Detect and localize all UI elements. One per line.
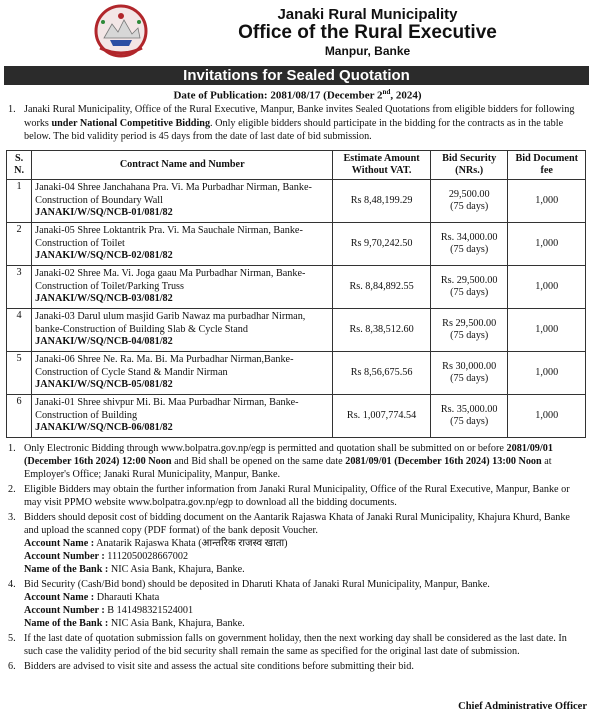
col-estimate: Estimate Amount Without VAT. — [333, 151, 431, 180]
row-sn: 5 — [7, 352, 32, 395]
row-fee: 1,000 — [508, 395, 586, 438]
contract-ref: JANAKI/W/SQ/NCB-06/081/82 — [35, 422, 173, 434]
security-amount: Rs 30,000.00 — [442, 360, 497, 372]
publication-date: Date of Publication: 2081/08/17 (December 2nd, 2024) — [173, 88, 422, 102]
office-name: Office of the Rural Executive — [238, 22, 497, 43]
bank-name-value: NIC Asia Bank, Khajura, Banke. — [108, 564, 245, 575]
note-text: at Employer's Office; Janaki Rural Municipality, Manpur, Banke. — [24, 456, 552, 480]
notice-title-banner: Invitations for Sealed Quotation — [4, 66, 589, 85]
table-header-row — [7, 151, 586, 180]
row-security — [430, 309, 508, 352]
intro-number: 1. — [8, 104, 16, 115]
security-amount: Rs. 35,000.00 — [440, 403, 498, 415]
intro-text-1: Janaki Rural Municipality, Office of the Rural Executive, Manpur, Banke invites Sealed Quotations from eligible bidders for following works — [24, 104, 575, 129]
note-6 — [8, 660, 586, 673]
security-amount: 29,500.00 — [448, 188, 490, 200]
table-row — [7, 395, 586, 438]
contract-ref: JANAKI/W/SQ/NCB-01/081/82 — [35, 207, 173, 219]
col-contract-name: Contract Name and Number — [32, 151, 333, 180]
note-number: 4. — [8, 579, 16, 590]
opening-datetime: 2081/09/01 (December 16th 2024) 13:00 Noon — [345, 456, 542, 467]
note-4 — [8, 578, 586, 630]
note-5 — [8, 632, 586, 658]
col-bid-security: Bid Security (NRs.) — [430, 151, 508, 180]
note-number: 3. — [8, 512, 16, 523]
row-fee: 1,000 — [508, 266, 586, 309]
row-estimate: Rs 9,70,242.50 — [333, 223, 431, 266]
signatory-title: Chief Administrative Officer — [458, 701, 587, 712]
table-row — [7, 266, 586, 309]
contract-name: Janaki-04 Shree Janchahana Pra. Vi. Ma Purbadhar Nirman, Banke-Construction of Boundary Wall — [35, 182, 312, 206]
contract-ref: JANAKI/W/SQ/NCB-02/081/82 — [35, 250, 173, 262]
table-row — [7, 223, 586, 266]
contract-ref: JANAKI/W/SQ/NCB-04/081/82 — [35, 336, 173, 348]
note-text: Bidders should deposit cost of bidding document on the Aantarik Rajaswa Khata of Janaki Rural Municipality, Khajura Khurd, Banke and upload the scanned copy (PDF format) of the bank deposit Voucher. — [24, 512, 570, 536]
account-name-value: Dharauti Khata — [94, 592, 160, 603]
row-estimate: Rs. 8,38,512.60 — [333, 309, 431, 352]
office-location: Manpur, Banke — [324, 44, 411, 58]
note-number: 6. — [8, 661, 16, 672]
note-text: If the last date of quotation submission falls on government holiday, then the next working day shall be considered as the last date. In such case the validity period of the bid security shall remain the same as specified for the original last date of submission. — [24, 633, 567, 657]
row-fee: 1,000 — [508, 352, 586, 395]
note-3 — [8, 511, 586, 576]
security-validity: (75 days) — [450, 416, 489, 427]
row-fee: 1,000 — [508, 309, 586, 352]
row-contract — [32, 266, 333, 309]
row-contract — [32, 395, 333, 438]
intro-paragraph — [8, 103, 586, 144]
row-fee: 1,000 — [508, 223, 586, 266]
contract-name: Janaki-03 Darul ulum masjid Garib Nawaz ma purbadhar Nirman, banke-Construction of Building Slab & Cycle Stand — [35, 311, 306, 335]
row-sn: 2 — [7, 223, 32, 266]
security-amount: Rs. 34,000.00 — [440, 231, 498, 243]
security-validity: (75 days) — [450, 330, 489, 341]
row-security — [430, 223, 508, 266]
note-text: Eligible Bidders may obtain the further information from Janaki Rural Municipality, Office of the Rural Executive, Manpur, Banke or may visit PPMO website www.bolpatra.gov.np/egp to download all the bidding documents. — [24, 484, 570, 508]
row-security — [430, 352, 508, 395]
bank-name-label: Name of the Bank : — [24, 618, 109, 629]
bank-name-value: NIC Asia Bank, Khajura, Banke. — [108, 618, 245, 629]
contract-name: Janaki-02 Shree Ma. Vi. Joga gaau Ma Purbadhar Nirman, Banke-Construction of Toilet/Parking Truss — [35, 268, 306, 292]
account-name-label: Account Name : — [24, 592, 95, 603]
row-estimate: Rs 8,48,199.29 — [333, 180, 431, 223]
note-text: Only Electronic Bidding through www.bolpatra.gov.np/egp is permitted and quotation shall be submitted on or before — [24, 443, 507, 454]
col-sn: S. N. — [7, 151, 32, 180]
row-contract — [32, 352, 333, 395]
contract-ref: JANAKI/W/SQ/NCB-05/081/82 — [35, 379, 173, 391]
table-row — [7, 180, 586, 223]
account-number-value: B 141498321524001 — [104, 605, 194, 616]
row-sn: 3 — [7, 266, 32, 309]
intro-bold: under National Competitive Bidding — [51, 117, 211, 129]
row-security — [430, 180, 508, 223]
note-text: and Bid shall be opened on the same date — [171, 456, 346, 467]
security-validity: (75 days) — [450, 201, 489, 212]
page-header — [0, 0, 595, 62]
note-2 — [8, 483, 586, 509]
municipality-name: Janaki Rural Municipality — [277, 6, 458, 23]
intro-text-2: . Only eligible bidders should participate in the bidding for the contracts as in the table below. The bid validity period is 45 days from the date of last date of bid submission. — [24, 117, 564, 142]
bank-name-label: Name of the Bank : — [24, 564, 109, 575]
note-1 — [8, 442, 586, 481]
row-estimate: Rs 8,56,675.56 — [333, 352, 431, 395]
row-sn: 4 — [7, 309, 32, 352]
contract-name: Janaki-05 Shree Loktantrik Pra. Vi. Ma Sauchale Nirman, Banke-Construction of Toilet — [35, 225, 303, 249]
table-row — [7, 309, 586, 352]
account-name-label: Account Name : — [24, 538, 95, 549]
account-number-label: Account Number : — [24, 605, 105, 616]
notes-section — [8, 442, 586, 675]
row-estimate: Rs. 1,007,774.54 — [333, 395, 431, 438]
row-estimate: Rs. 8,84,892.55 — [333, 266, 431, 309]
contract-name: Janaki-06 Shree Ne. Ra. Ma. Bi. Ma Purbadhar Nirman,Banke-Construction of Cycle Stand & Mandir Nirman — [35, 354, 294, 378]
table-row — [7, 352, 586, 395]
row-contract — [32, 223, 333, 266]
row-contract — [32, 180, 333, 223]
row-sn: 1 — [7, 180, 32, 223]
account-number-label: Account Number : — [24, 551, 105, 562]
security-validity: (75 days) — [450, 244, 489, 255]
row-sn: 6 — [7, 395, 32, 438]
account-name-value: Anatarik Rajaswa Khata (आन्तरिक राजस्व खाता) — [94, 538, 288, 549]
nepal-emblem-icon — [94, 4, 148, 58]
security-amount: Rs. 29,500.00 — [440, 274, 498, 286]
row-fee: 1,000 — [508, 180, 586, 223]
col-doc-fee: Bid Document fee — [508, 151, 586, 180]
note-number: 2. — [8, 484, 16, 495]
note-text: Bidders are advised to visit site and assess the actual site conditions before submitting their bid. — [24, 661, 414, 672]
row-contract — [32, 309, 333, 352]
submission-deadline: 2081/09/01 (December 16th 2024) 12:00 Noon — [24, 443, 553, 467]
row-security — [430, 266, 508, 309]
note-number: 5. — [8, 633, 16, 644]
contract-ref: JANAKI/W/SQ/NCB-03/081/82 — [35, 293, 173, 305]
security-validity: (75 days) — [450, 287, 489, 298]
security-amount: Rs 29,500.00 — [442, 317, 497, 329]
note-number: 1. — [8, 443, 16, 454]
security-validity: (75 days) — [450, 373, 489, 384]
account-number-value: 1112050028667002 — [104, 551, 189, 562]
contract-name: Janaki-01 Shree shivpur Mi. Bi. Maa Purbadhar Nirman, Banke-Construction of Building — [35, 397, 299, 421]
note-text: Bid Security (Cash/Bid bond) should be deposited in Dharuti Khata of Janaki Rural Municipality, Manpur, Banke. — [24, 579, 490, 590]
contracts-table — [6, 150, 586, 438]
row-security — [430, 395, 508, 438]
